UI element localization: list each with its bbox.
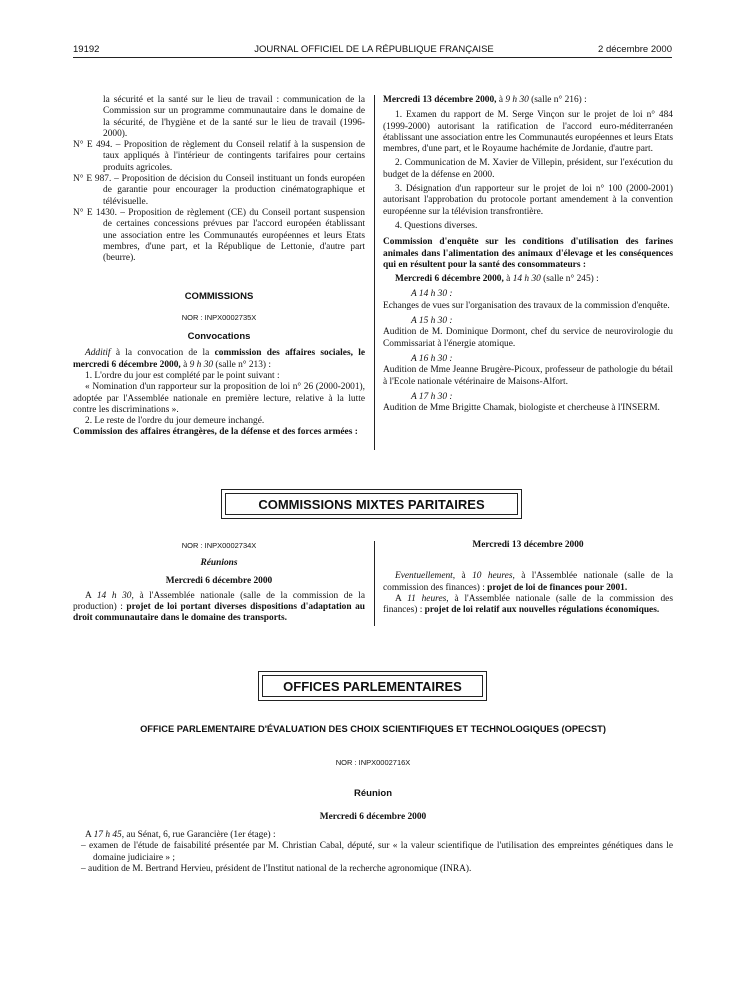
nor-reference: NOR : INPX0002716X [335, 758, 411, 767]
cmp-right-column [383, 540, 673, 616]
text-span: , à l'Assemblée nationale (salle de la commission des finances) : [383, 571, 673, 593]
date-heading [383, 274, 673, 285]
office-title: OFFICE PARLEMENTAIRE D'ÉVALUATION DES CHOIX SCIENTIFIQUES ET TECHNOLOGIQUES (OPECST) [140, 724, 606, 734]
time-slot: A 15 h 30 : [411, 316, 453, 327]
time-slot: A 14 h 30 : [411, 289, 453, 300]
paragraph-additif [73, 348, 365, 371]
date-heading: Mercredi 6 décembre 2000 [319, 812, 427, 822]
section-box-offices [258, 671, 487, 701]
meeting-entry [383, 594, 673, 617]
additif-label: Additif [85, 348, 111, 359]
list-item: – examen de l'étude de faisabilité présentée par M. Christian Cabal, député, sur « la valeur scientifique de l'utilisation des empreintes génétiques dans le domaine judiciaire » ; [81, 841, 673, 863]
time: 10 heures [472, 571, 513, 582]
eventuellement: Eventuellement [395, 571, 453, 582]
text-span: , au Sénat, 6, rue Garancière (1er étage) : [121, 830, 276, 840]
section-title-cmp: COMMISSIONS MIXTES PARITAIRES [258, 496, 485, 512]
time-slot: A 16 h 30 : [411, 353, 453, 364]
subsection-title-convocations: Convocations [187, 331, 251, 343]
left-column [73, 95, 365, 439]
section-title-offices: OFFICES PARLEMENTAIRES [283, 678, 462, 694]
bill-title: projet de loi de finances pour 2001. [487, 582, 628, 593]
commission-name: commission des affaires sociales, le mercredi 6 décembre 2000, [73, 348, 365, 370]
commission-heading: Commission des affaires étrangères, de la défense et des forces armées : [73, 427, 358, 438]
text-span: , à l'Assemblée nationale (salle de la commission de la production) : [73, 590, 366, 613]
text-span: A [85, 590, 97, 601]
agenda-item: 3. Désignation d'un rapporteur sur le projet de loi n° 100 (2000-2001) autorisant l'approbation du protocole portant amendement à la convention européenne sur la télévision transfrontière. [383, 184, 673, 217]
list-item: N° E 494. – Proposition de règlement du Conseil relatif à la suspension de taux appliqués à l'intérieur de contingents tarifaires pour certains produits agricoles. [73, 140, 365, 173]
paragraph: 1. L'ordre du jour est complété par le point suivant : [85, 370, 280, 381]
list-item: la sécurité et la santé sur le lieu de travail : communication de la Commission sur un programme communautaire dans le domaine de la sécurité, de l'hygiène et de la santé sur le lieu de travail (1996-2000). [103, 95, 365, 139]
date-label: Mercredi 6 décembre 2000, [395, 274, 504, 285]
meeting-entry [383, 571, 673, 594]
column-divider [374, 541, 375, 626]
page-number: 19192 [73, 44, 100, 55]
room: (salle n° 245) : [540, 274, 599, 285]
meeting-entry [73, 591, 365, 625]
date-heading: Mercredi 13 décembre 2000 [472, 540, 584, 550]
time-slot: A 17 h 30 : [411, 391, 453, 402]
text-span: , à [452, 571, 473, 582]
time: 11 heures [407, 593, 447, 604]
time: 17 h 45 [93, 830, 122, 840]
text-span: à [496, 95, 506, 105]
text-span: à [180, 359, 190, 370]
date-heading: Mercredi 6 décembre 2000 [165, 575, 273, 586]
enquete-heading: Commission d'enquête sur les conditions d'utilisation des farines animales dans l'alimentation des animaux d'élevage et les conséquences qui en résultent pour la santé des consommateurs : [383, 237, 673, 270]
time: 14 h 30 [96, 590, 132, 601]
time-slot-text: Audition de Mme Brigitte Chamak, biologiste et chercheuse à l'INSERM. [383, 403, 660, 414]
list-item: N° E 1430. – Proposition de règlement (CE) du Conseil portant suspension de certaines concessions prévues par l'accord européen établissant une association entre les Communautés européennes et leurs Etats membres, d'une part, et la République de Lettonie, d'autre part (beurre). [73, 207, 365, 264]
text-span: à la convocation de la [110, 348, 215, 359]
agenda-item: 1. Examen du rapport de M. Serge Vinçon sur le projet de loi n° 484 (1999-2000) autorisant la ratification de l'accord euro-méditerranéen établissant une association entre les Communautés européennes et leurs Etats membres, d'une part, et le Royaume hachémite de Jordanie, d'autre part. [383, 110, 673, 155]
text-span: (salle n° 213) : [213, 359, 271, 370]
time: 9 h 30 [189, 359, 214, 370]
time: 9 h 30 [505, 95, 529, 105]
meeting-entry [73, 830, 673, 841]
header-rule [73, 57, 672, 58]
section-box-cmp [221, 489, 522, 519]
subsection-title-reunion: Réunion [354, 788, 392, 799]
office-agenda [73, 830, 673, 875]
bill-title: projet de loi portant diverses dispositions d'adaptation au droit communautaire dans le domaine des transports. [73, 602, 365, 624]
time: 14 h 30 [512, 274, 541, 285]
list-item: N° E 987. – Proposition de décision du Conseil instituant un fonds européen de garantie pour encourager la production cinématographique et télévisuelle. [73, 174, 365, 207]
nor-reference: NOR : INPX0002735X [181, 312, 257, 322]
column-divider [374, 95, 375, 450]
list-item: – audition de M. Bertrand Hervieu, président de l'Institut national de la recherche agronomique (INRA). [81, 863, 472, 874]
paragraph: 2. Le reste de l'ordre du jour demeure inchangé. [85, 416, 265, 427]
bill-title: projet de loi relatif aux nouvelles régulations économiques. [424, 605, 660, 616]
text-span: A [395, 593, 408, 604]
time-slot-text: Echanges de vues sur l'organisation des travaux de la commission d'enquête. [383, 300, 670, 311]
text-span: A [85, 830, 94, 840]
agenda-item: 4. Questions diverses. [395, 220, 478, 231]
paragraph: « Nomination d'un rapporteur sur la proposition de loi n° 26 (2000-2001), adoptée par l'Assemblée nationale en première lecture, relative à la lutte contre les discriminations ». [73, 382, 365, 415]
agenda-item: 2. Communication de M. Xavier de Villepin, président, sur l'exécution du budget de la défense en 2000. [383, 158, 673, 180]
right-column [383, 95, 673, 414]
time-slot-text: Audition de M. Dominique Dormont, chef du service de neurovirologie du Commissariat à l'énergie atomique. [383, 327, 673, 349]
time-slot-text: Audition de Mme Jeanne Brugère-Picoux, professeur de pathologie du bétail à l'Ecole nationale vétérinaire de Maisons-Alfort. [383, 365, 673, 387]
room: (salle n° 216) : [528, 95, 587, 105]
journal-title: JOURNAL OFFICIEL DE LA RÉPUBLIQUE FRANÇAISE [254, 44, 494, 55]
issue-date: 2 décembre 2000 [598, 44, 672, 55]
nor-reference: NOR : INPX0002734X [181, 541, 257, 550]
date-heading [383, 95, 673, 106]
date-label: Mercredi 13 décembre 2000, [383, 95, 497, 105]
text-span: , à l'Assemblée nationale (salle de la commission des finances) : [383, 593, 673, 616]
subsection-title-reunions: Réunions [200, 558, 238, 569]
text-span: à [503, 274, 513, 285]
section-title-commissions: COMMISSIONS [184, 291, 254, 303]
cmp-left-column [73, 540, 365, 625]
